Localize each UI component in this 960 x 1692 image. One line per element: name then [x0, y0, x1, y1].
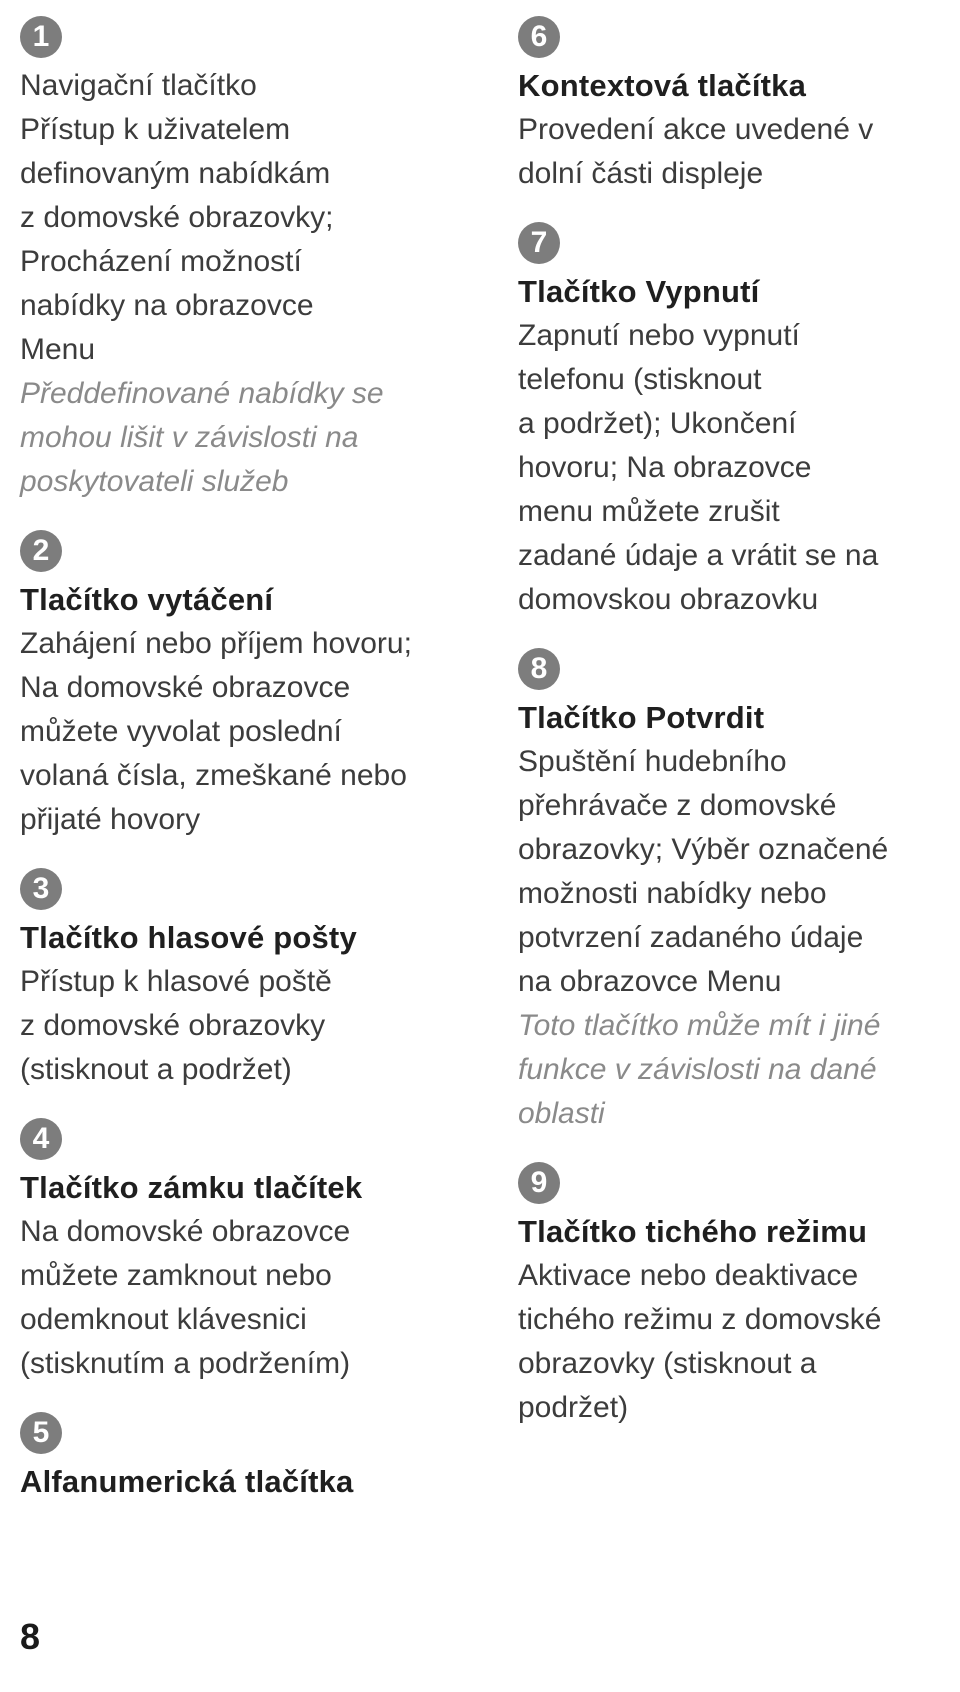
number-badge: 6 — [518, 16, 560, 58]
description-line: menu můžete zrušit — [518, 495, 780, 528]
entry-gap — [518, 1136, 960, 1162]
description-line: Na domovské obrazovce — [20, 1215, 351, 1248]
entry-note — [518, 1004, 960, 1136]
description-line: zadané údaje a vrátit se na — [518, 539, 879, 572]
description-line: tichého režimu z domovské — [518, 1303, 882, 1336]
key-entry-5 — [20, 1412, 490, 1504]
key-entry-2 — [20, 530, 490, 842]
description-line: definovaným nabídkám — [20, 157, 331, 190]
entry-title: Tlačítko vytáčení — [20, 582, 274, 617]
description-line: (stisknutím a podržením) — [20, 1347, 351, 1380]
description-line: podržet) — [518, 1391, 629, 1424]
number-badge: 4 — [20, 1118, 62, 1160]
left-column — [20, 16, 490, 1504]
page-number: 8 — [20, 1616, 41, 1657]
entry-title: Tlačítko zámku tlačítek — [20, 1170, 363, 1205]
entry-gap — [20, 1092, 490, 1118]
description-line: obrazovky (stisknout a — [518, 1347, 817, 1380]
description-line: obrazovky; Výběr označené — [518, 833, 889, 866]
entry-gap — [20, 842, 490, 868]
description-line: nabídky na obrazovce — [20, 289, 314, 322]
note-line: Toto tlačítko může mít i jiné — [518, 1009, 881, 1042]
description-line: Na domovské obrazovce — [20, 671, 351, 704]
entry-gap — [518, 622, 960, 648]
key-entry-8 — [518, 648, 960, 1136]
right-column — [518, 16, 960, 1430]
description-line: Navigační tlačítko — [20, 69, 257, 102]
key-entry-1 — [20, 16, 490, 504]
description-line: Menu — [20, 333, 96, 366]
description-line: odemknout klávesnici — [20, 1303, 307, 1336]
description-line: hovoru; Na obrazovce — [518, 451, 812, 484]
note-line: poskytovateli služeb — [20, 465, 289, 498]
description-line: Provedení akce uvedené v — [518, 113, 874, 146]
description-line: potvrzení zadaného údaje — [518, 921, 864, 954]
key-entry-6 — [518, 16, 960, 196]
description-line: Přístup k uživatelem — [20, 113, 291, 146]
description-line: z domovské obrazovky; — [20, 201, 334, 234]
entry-title: Tlačítko Potvrdit — [518, 700, 765, 735]
entry-description — [20, 622, 490, 842]
number-badge: 7 — [518, 222, 560, 264]
key-entry-4 — [20, 1118, 490, 1386]
key-entry-7 — [518, 222, 960, 622]
entry-gap — [20, 1386, 490, 1412]
number-badge: 2 — [20, 530, 62, 572]
number-badge: 3 — [20, 868, 62, 910]
description-line: Aktivace nebo deaktivace — [518, 1259, 859, 1292]
entry-gap — [518, 196, 960, 222]
description-line: Spuštění hudebního — [518, 745, 787, 778]
entry-description — [518, 1254, 960, 1430]
description-line: domovskou obrazovku — [518, 583, 819, 616]
entry-title: Tlačítko Vypnutí — [518, 274, 760, 309]
note-line: oblasti — [518, 1097, 605, 1130]
note-line: funkce v závislosti na dané — [518, 1053, 877, 1086]
note-line: mohou lišit v závislosti na — [20, 421, 359, 454]
description-line: Procházení možností — [20, 245, 302, 278]
entry-description — [518, 314, 960, 622]
description-line: telefonu (stisknout — [518, 363, 762, 396]
description-line: možnosti nabídky nebo — [518, 877, 827, 910]
entry-description — [20, 1210, 490, 1386]
entry-description — [518, 740, 960, 1004]
entry-description — [518, 108, 960, 196]
entry-title: Alfanumerická tlačítka — [20, 1464, 354, 1499]
description-line: přijaté hovory — [20, 803, 201, 836]
entry-title: Tlačítko tichého režimu — [518, 1214, 868, 1249]
entry-title: Kontextová tlačítka — [518, 68, 807, 103]
entry-gap — [20, 504, 490, 530]
entry-note — [20, 372, 490, 504]
note-line: Předdefinované nabídky se — [20, 377, 384, 410]
description-line: a podržet); Ukončení — [518, 407, 797, 440]
description-line: Zahájení nebo příjem hovoru; — [20, 627, 412, 660]
description-line: z domovské obrazovky — [20, 1009, 326, 1042]
description-line: dolní části displeje — [518, 157, 764, 190]
description-line: přehrávače z domovské — [518, 789, 837, 822]
description-line: můžete zamknout nebo — [20, 1259, 332, 1292]
number-badge: 9 — [518, 1162, 560, 1204]
key-entry-9 — [518, 1162, 960, 1430]
description-line: Zapnutí nebo vypnutí — [518, 319, 800, 352]
entry-description — [20, 64, 490, 372]
description-line: Přístup k hlasové poště — [20, 965, 332, 998]
number-badge: 5 — [20, 1412, 62, 1454]
description-line: na obrazovce Menu — [518, 965, 782, 998]
number-badge: 8 — [518, 648, 560, 690]
key-entry-3 — [20, 868, 490, 1092]
entry-description — [20, 960, 490, 1092]
description-line: můžete vyvolat poslední — [20, 715, 342, 748]
entry-title: Tlačítko hlasové pošty — [20, 920, 357, 955]
description-line: (stisknout a podržet) — [20, 1053, 292, 1086]
number-badge: 1 — [20, 16, 62, 58]
description-line: volaná čísla, zmeškané nebo — [20, 759, 407, 792]
